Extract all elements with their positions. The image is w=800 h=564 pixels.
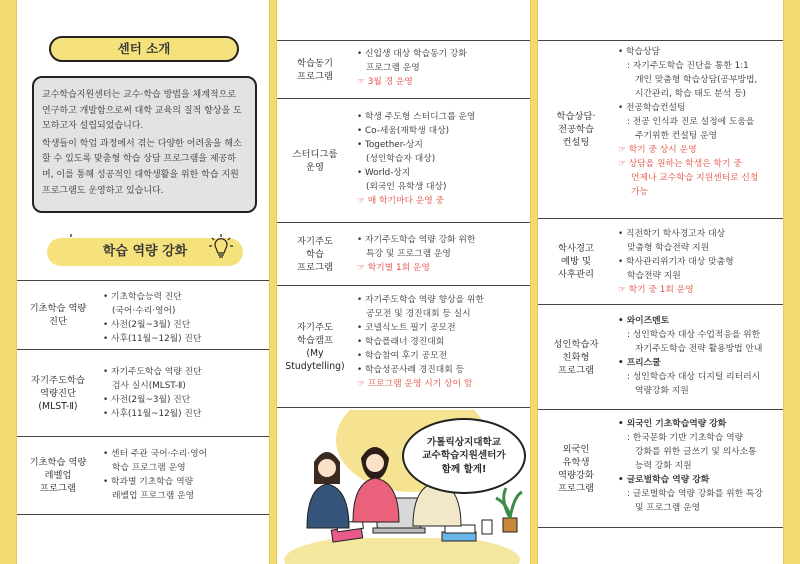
program-content: • 외국인 기초학습역량 강화 : 한국문화 기반 기초학습 역량 강화를 위한 글쓰기 및 의사소통 능력 강화 지원 • 글로벌학습 역량 강화 : 글로벌학습 역량 강화를 위한 특강 및 프로그램 운영: [614, 410, 763, 527]
program-content: • 신입생 대상 학습동기 강화 프로그램 운영 ☞ 3월 경 운영: [353, 41, 467, 98]
right-program-table: [538, 40, 783, 528]
program-label: 학습상담· 전공학습 컨설팅: [556, 111, 596, 148]
program-label: 스터디그룹 운영: [292, 148, 338, 173]
schedule-note: ☞ 학기별 1회 운영: [357, 261, 475, 275]
program-row: [17, 437, 269, 515]
program-content: • 직전학기 학사경고자 대상 맞춤형 학습전략 지원 • 학사관리위기자 대상 맞춤형 학습전략 지원 ☞ 학기 중 1회 운영: [614, 219, 734, 304]
program-label: 외국인 유학생 역량강화 프로그램: [558, 443, 594, 494]
intro-box: [32, 76, 257, 213]
program-row: [277, 286, 530, 408]
left-program-table: [17, 280, 269, 515]
left-panel: [16, 0, 270, 564]
program-row: [277, 223, 530, 286]
center-intro-title: 센터 소개: [49, 36, 239, 62]
section-title-learning: 학습 역량 강화: [47, 238, 243, 266]
program-row: [538, 410, 783, 528]
schedule-note: ☞ 매 학기마다 운영 중: [357, 194, 475, 208]
program-label: 학습동기 프로그램: [297, 57, 333, 82]
middle-program-table: [277, 40, 530, 408]
intro-paragraph-1: 교수학습지원센터는 교수·학습 방법을 체계적으로 연구하고 개발함으로써 대학 교육의 질적 향상을 도모하고자 설립되었습니다.: [42, 90, 242, 132]
schedule-note: ☞ 학기 중 1회 운영: [618, 283, 734, 297]
program-label: 기초학습 역량 진단: [29, 303, 87, 327]
middle-panel: [276, 0, 531, 564]
program-label: 자기주도 학습캠프 (My Studytelling): [285, 321, 345, 372]
program-content: • 센터 주관 국어·수리·영어 학습 프로그램 운영 • 학과별 기초학습 역량 레벨업 프로그램 운영: [99, 437, 207, 514]
schedule-note: ☞ 상담을 원하는 학생은 학기 중: [618, 157, 758, 171]
program-row: [538, 41, 783, 219]
program-row: [538, 305, 783, 410]
program-content: • 자기주도학습 역량 강화 위한 특강 및 프로그램 운영 ☞ 학기별 1회 운영: [353, 223, 475, 285]
speech-bubble: 가톨릭상지대학교 교수학습지원센터가 함께 할게!: [402, 418, 526, 494]
intro-paragraph-2: 학생들이 학업 과정에서 겪는 다양한 어려움을 해소할 수 있도록 맞춤형 학습 상담 프로그램을 제공하며, 이를 통해 성공적인 대학생활을 위한 학습 지원 프로그램도 운영하고 있습니다.: [42, 138, 242, 196]
program-content: • 학생 주도형 스터디그룹 운영 • Co-세움(재학생 대상) • Together-상지 (성인학습자 대상) • World-상지 (외국인 유학생 대상) ☞ 매 학기마다 운영 중: [353, 99, 475, 222]
program-content: • 기초학습능력 진단 (국어·수리·영어) • 사전(2월~3월) 진단 • 사후(11월~12월) 진단: [99, 281, 201, 349]
program-row: [538, 219, 783, 305]
program-label: 성인학습자 친화형 프로그램: [553, 338, 599, 376]
schedule-note: ☞ 학기 중 상시 운영: [618, 143, 758, 157]
program-label: 자기주도 학습 프로그램: [297, 235, 333, 273]
lightbulb-icon: [209, 233, 233, 261]
program-row: [277, 99, 530, 223]
program-row: [277, 41, 530, 99]
right-panel: [537, 0, 784, 564]
program-content: • 와이즈멘토 : 성인학습자 대상 수업적응을 위한 자기주도학습 전략 활용방법 안내 • 프리스쿨 : 성인학습자 대상 디지털 리터러시 역량강화 지원: [614, 305, 762, 409]
program-content: • 자기주도학습 역량 진단 검사 실시(MLST-Ⅱ) • 사전(2월~3월) 진단 • 사후(11월~12월) 진단: [99, 350, 202, 436]
program-label: 자기주도학습 역량진단 (MLST-Ⅱ): [31, 374, 85, 412]
schedule-note: ☞ 프로그램 운영 시기 상이 함: [357, 377, 484, 391]
program-content: • 자기주도학습 역량 향상을 위한 공모전 및 경진대회 등 실시 • 코넬식노트 필기 공모전 • 학습플래너 경진대회 • 학습참여 후기 공모전 • 학습성공사례 경진대회 등 ☞ 프로그램 운영 시기 상이 함: [353, 286, 484, 407]
program-row: [17, 350, 269, 437]
program-content: • 학습상담 : 자기주도학습 진단을 통한 1:1 개인 맞춤형 학습상담(공부방법, 시간관리, 학습 태도 분석 등) • 전공학습컨설팅 : 전공 인식과 진로 설정에 도움을 주기위한 컨설팅 운영 ☞ 학기 중 상시 운영 ☞ 상담을 원하는 학생은 학기 중 언제나 교수학습 지원센터로 신청 가능: [614, 41, 758, 218]
program-label: 학사경고 예방 및 사후관리: [558, 243, 594, 280]
program-row: [17, 281, 269, 350]
schedule-note: ☞ 3월 경 운영: [357, 75, 467, 89]
program-label: 기초학습 역량 레벨업 프로그램: [29, 457, 87, 494]
